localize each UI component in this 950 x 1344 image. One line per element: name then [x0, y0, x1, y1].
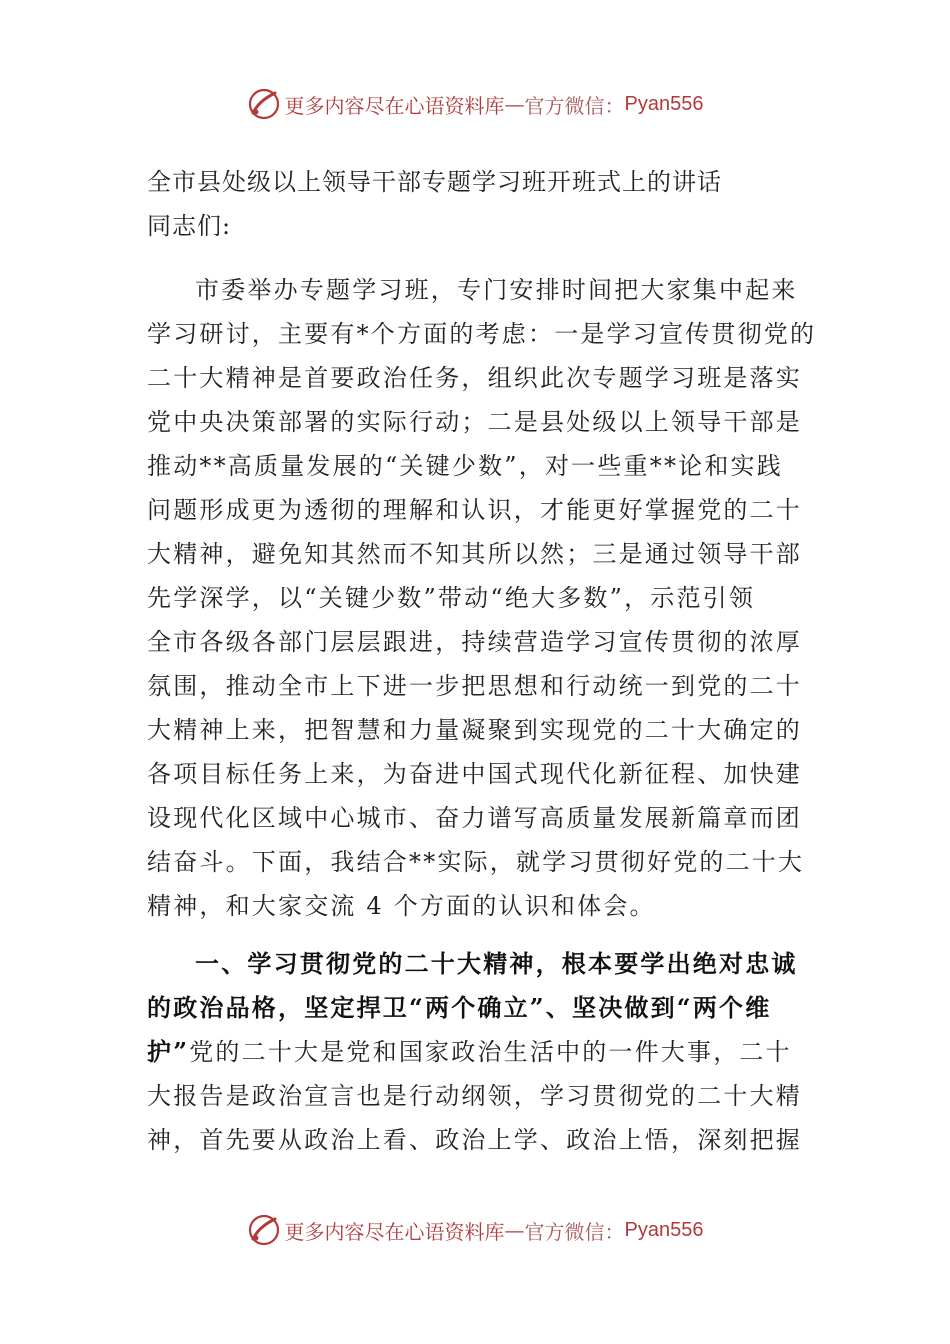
- para-line: 设现代化区域中心城市、奋力谱写高质量发展新篇章而团: [147, 804, 802, 832]
- para-line: [147, 1030, 792, 1074]
- document-body: [147, 160, 817, 1162]
- para-line: 党中央决策部署的实际行动；二是县处级以上领导干部是: [147, 408, 802, 436]
- pen-logo-icon: [247, 87, 281, 121]
- para-line: 精神，和大家交流 4 个方面的认识和体会。: [147, 892, 656, 920]
- para-line: 神，首先要从政治上看、政治上学、政治上悟，深刻把握: [147, 1126, 802, 1154]
- banner-title: 更多内容尽在心语资料库: [284, 93, 505, 118]
- banner-dash: —: [504, 92, 525, 116]
- para-line: 推动**高质量发展的“关键少数”，对一些重**论和实践: [147, 452, 783, 480]
- para-line: 二十大精神是首要政治任务，组织此次专题学习班是落实: [147, 364, 802, 392]
- section-heading: 的政治品格，坚定捍卫“两个确立”、坚决做到“两个维: [147, 993, 772, 1022]
- section-heading-end: 护”: [147, 1037, 190, 1066]
- para-line: 先学深学，以“关键少数”带动“绝大多数”，示范引领: [147, 584, 756, 612]
- para-line: 问题形成更为透彻的理解和认识，才能更好掌握党的二十: [147, 496, 802, 524]
- para-line: 结奋斗。下面，我结合**实际，就学习贯彻好党的二十大: [147, 848, 805, 876]
- para-line: 全市各级各部门层层跟进，持续营造学习宣传贯彻的浓厚: [147, 628, 802, 656]
- pen-logo-icon: [247, 1213, 281, 1247]
- paragraph-intro: [147, 268, 817, 928]
- section-text: 党的二十大是党和国家政治生活中的一件大事，二十: [189, 1038, 792, 1066]
- banner-wechat-id: Pyan556: [624, 92, 704, 115]
- para-line: 大精神，避免知其然而不知其所以然；三是通过领导干部: [147, 540, 802, 568]
- banner-wechat-label: 官方微信：: [524, 1219, 625, 1244]
- header-banner: [0, 82, 950, 126]
- para-line: 各项目标任务上来，为奋进中国式现代化新征程、加快建: [147, 760, 802, 788]
- section-1: [147, 942, 802, 1162]
- para-line: 市委举办专题学习班，专门安排时间把大家集中起来: [195, 276, 798, 304]
- footer-banner: [0, 1208, 950, 1252]
- para-line: 大报告是政治宣言也是行动纲领，学习贯彻党的二十大精: [147, 1082, 802, 1110]
- banner-wechat-label: 官方微信：: [524, 93, 625, 118]
- section-heading: 一、学习贯彻党的二十大精神，根本要学出绝对忠诚: [195, 949, 798, 978]
- banner-dash: —: [504, 1218, 525, 1242]
- greeting: 同志们:: [147, 212, 232, 240]
- para-line: 氛围，推动全市上下进一步把思想和行动统一到党的二十: [147, 672, 802, 700]
- banner-wechat-id: Pyan556: [624, 1218, 704, 1241]
- para-line: 学习研讨，主要有*个方面的考虑：一是学习宣传贯彻党的: [147, 320, 817, 348]
- document-title: 全市县处级以上领导干部专题学习班开班式上的讲话: [147, 168, 722, 196]
- para-line: 大精神上来，把智慧和力量凝聚到实现党的二十大确定的: [147, 716, 802, 744]
- banner-title: 更多内容尽在心语资料库: [284, 1219, 505, 1244]
